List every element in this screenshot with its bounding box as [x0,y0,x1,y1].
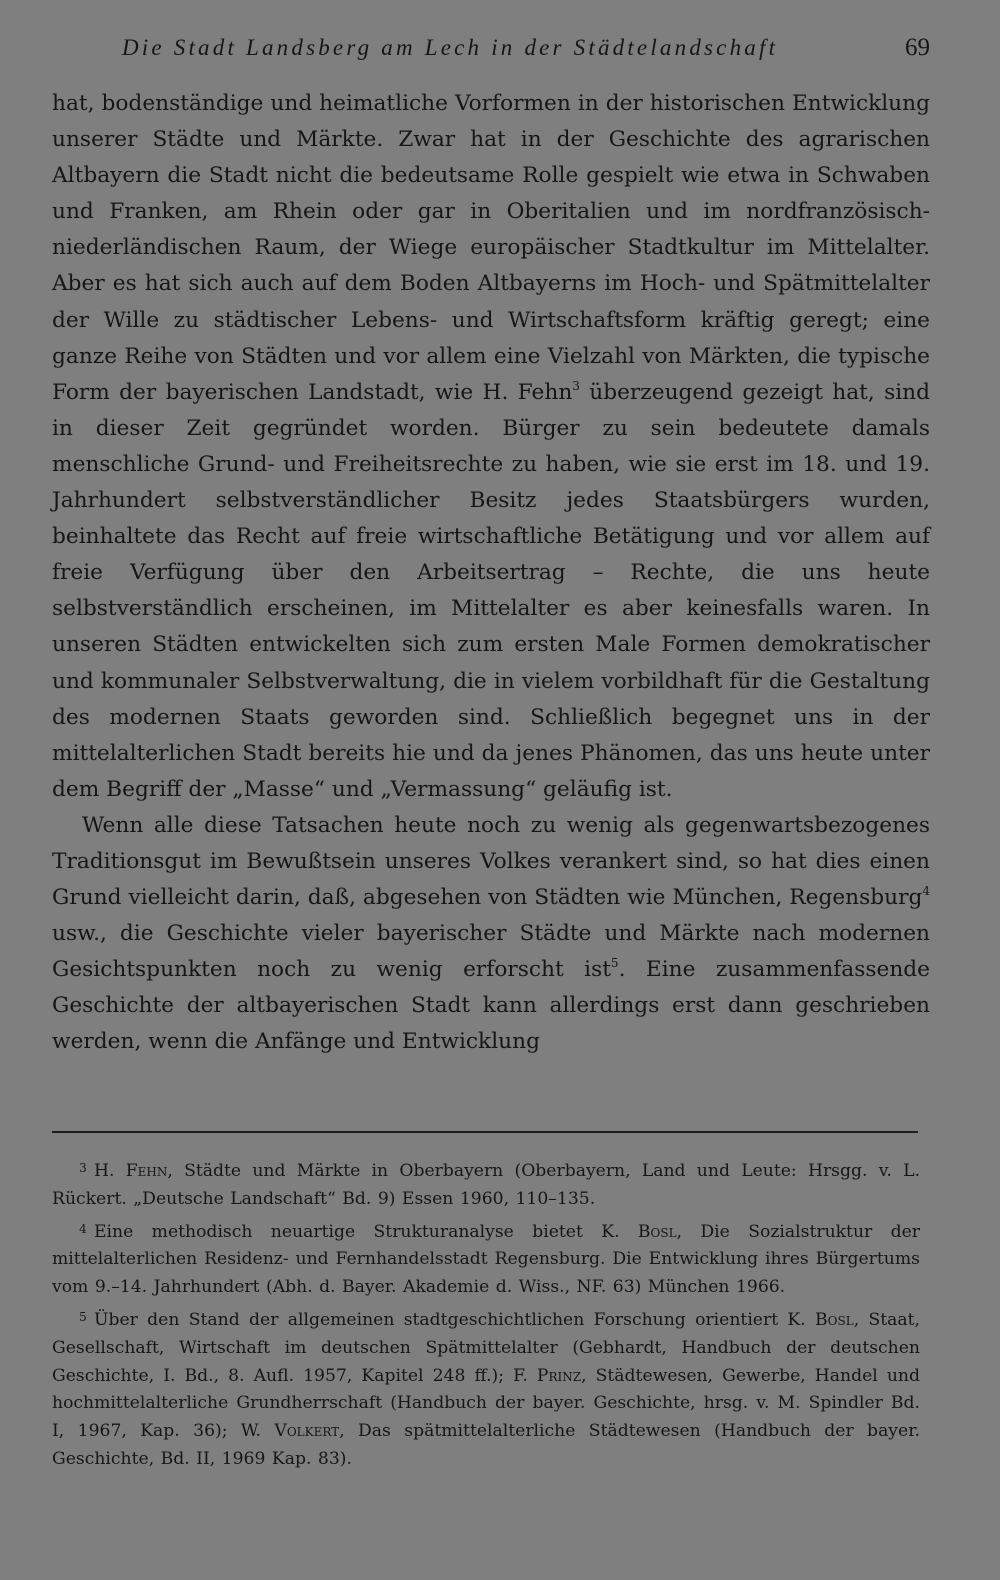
footnote-5-number: 5 [79,1309,87,1324]
footnote-ref-4: 4 [922,884,930,899]
paragraph-2-text-b: usw., die Geschichte vieler bayerischer Städte und Märkte nach modernen Gesichtspunkten noch zu wenig erforscht ist [52,921,930,983]
footnote-ref-5: 5 [610,956,619,971]
book-page [52,0,930,1580]
footnote-5-text-a: Über den Stand der allgemeinen stadtgeschichtlichen Forschung orientiert K. [94,1309,816,1330]
paragraph-1 [52,86,930,808]
footnote-5-text-b: , Staat, Gesellschaft, Wirtschaft im deutschen Spätmittelalter (Gebhardt, Handbuch der deutschen Geschichte, I. Bd., 8. Aufl. 1957, Kapitel 248 ff.); F. [52,1309,920,1386]
footnote-4-text-a: Eine methodisch neuartige Strukturanalyse bietet K. [94,1221,638,1242]
footnote-divider [52,1131,918,1133]
footnote-3-number: 3 [79,1161,87,1175]
footnote-5-text-c: , Städtewesen, Gewerbe, Handel und hochmittelalterliche Grundherrschaft (Handbuch der bayer. Geschichte, hrsg. v. M. Spindler Bd. I, 1967, Kap. 36); W. [52,1365,920,1442]
footnote-ref-3: 3 [572,378,580,393]
footnote-4-author: Bosl [637,1221,677,1242]
footnote-5-author-3: Volkert [274,1421,340,1442]
paragraph-1-text-a: hat, bodenständige und heimatliche Vorformen in der historischen Entwicklung unserer Städte und Märkte. Zwar hat in der Geschichte des agrarischen Altbayern die Stadt nicht die bedeutsame Rolle gespielt wie etwa in Schwaben und Franken, am Rhein oder gar in Oberitalien und im nordfranzösisch-niederländischen Raum, der Wiege europäischer Stadtkultur im Mittelalter. Aber es hat sich auch auf dem Boden Altbayerns im Hoch- und Spätmittelalter der Wille zu städtischer Lebens- und Wirtschaftsform kräftig geregt; eine ganze Reihe von Städten und vor allem eine Vielzahl von Märkten, die typische Form der bayerischen Landstadt, wie H. Fehn [52,91,930,405]
paragraph-2 [52,808,930,1061]
footnote-3-author: H. Fehn [94,1161,168,1181]
paragraph-1-text-b: überzeugend gezeigt hat, sind in dieser Zeit gegründet worden. Bürger zu sein bedeutete damals menschliche Grund- und Freiheitsrechte zu haben, wie sie erst im 18. und 19. Jahrhundert selbstverständlicher Besitz jedes Staatsbürgers wurden, beinhaltete das Recht auf freie wirtschaftliche Betätigung und vor allem auf freie Verfügung über den Arbeitsertrag – Rechte, die uns heute selbstverständlich erscheinen, im Mittelalter es aber keinesfalls waren. In unseren Städten entwickelten sich zum ersten Male Formen demokratischer und kommunaler Selbstverwaltung, die in vielem vorbildhaft für die Gestaltung des modernen Staats geworden sind. Schließlich begegnet uns in der mittelalterlichen Stadt bereits hie und da jenes Phänomen, das uns heute unter dem Begriff der „Masse“ und „Vermassung“ geläufig ist. [52,379,930,802]
paragraph-2-text-c: . Eine zusammenfassende Geschichte der altbayerischen Stadt kann allerdings erst dann geschrieben werden, wenn die Anfänge und Entwicklung [52,957,931,1055]
paragraph-2-text-a: Wenn alle diese Tatsachen heute noch zu wenig als gegenwartsbezogenes Traditionsgut im Bewußtsein unseres Volkes verankert sind, so hat dies einen Grund vielleicht darin, daß, abgesehen von Städten wie München, Regensburg [52,812,930,911]
footnote-5-author-2: Prinz [536,1365,582,1386]
footnote-3 [52,1155,920,1214]
footnote-5-author-1: Bosl [815,1309,854,1330]
footnote-3-text: , Städte und Märkte in Oberbayern (Oberbayern, Land und Leute: Hrsgg. v. L. Rückert. „Deutsche Landschaft“ Bd. 9) Essen 1960, 110–135. [52,1161,920,1209]
running-title: Die Stadt Landsberg am Lech in der Städtelandschaft [122,35,779,60]
footnote-5-text-d: , Das spätmittelalterliche Städtewesen (Handbuch der bayer. Geschichte, Bd. II, 1969 Kap. 83). [52,1421,920,1469]
footnote-4 [52,1216,920,1302]
footnote-5 [52,1304,920,1474]
footnotes [52,1155,920,1474]
running-head [122,34,930,68]
body-text [52,86,930,1061]
footnote-4-number: 4 [79,1221,87,1236]
page-number: 69 [905,34,930,61]
footnote-4-text-b: , Die Sozialstruktur der mittelalterlichen Residenz- und Fernhandelsstadt Regensburg. Die Entwicklung ihres Bürgertums vom 9.–14. Jahrhundert (Abh. d. Bayer. Akademie d. Wiss., NF. 63) München 1966. [52,1221,920,1298]
